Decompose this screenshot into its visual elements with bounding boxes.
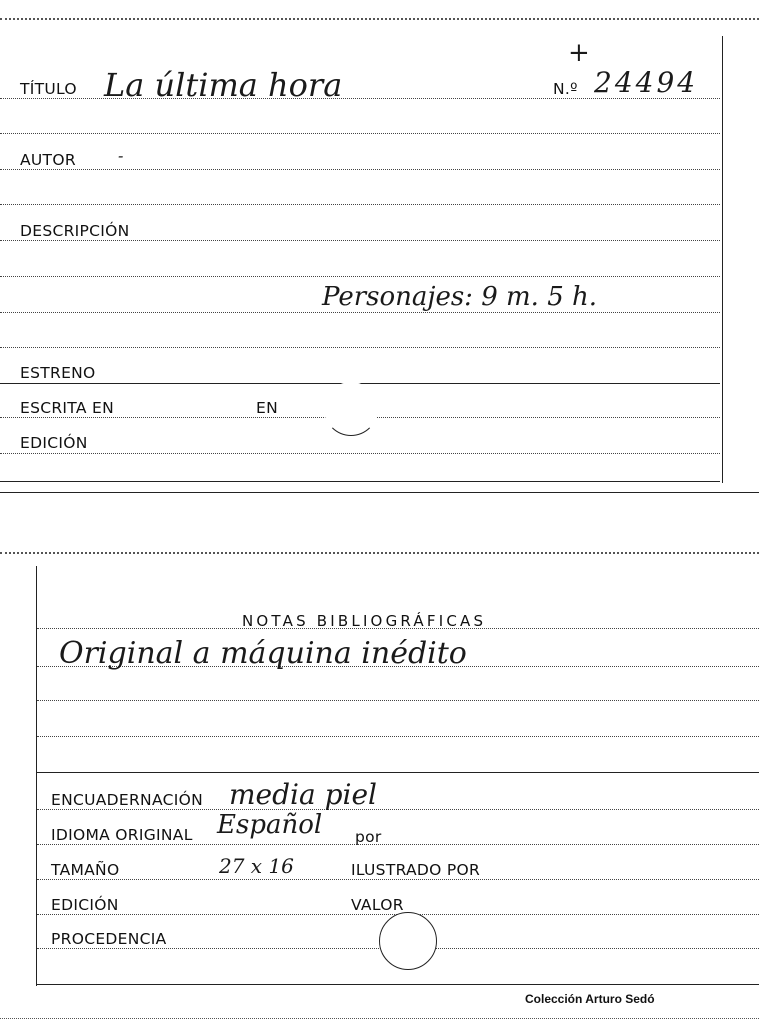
rule-encuadernacion [37, 809, 759, 810]
numero-label: N.º [553, 80, 578, 98]
idioma-value: Español [217, 810, 323, 840]
rule-bottom [0, 481, 720, 482]
idioma-label: IDIOMA ORIGINAL [51, 826, 193, 844]
autor-value: - [118, 146, 124, 165]
numero-value: 24494 [594, 66, 699, 99]
rule-notes-4 [37, 772, 759, 773]
descripcion-label: DESCRIPCIÓN [20, 222, 130, 240]
catalog-card-back [36, 566, 759, 1006]
autor-label: AUTOR [20, 151, 76, 169]
en-label: EN [256, 399, 278, 417]
notes-value: Original a máquina inédito [59, 636, 467, 671]
scan-noise-bottom [0, 1018, 759, 1019]
punch-hole-top [324, 382, 378, 436]
titulo-label: TÍTULO [20, 80, 77, 98]
titulo-value: La última hora [104, 66, 343, 104]
rule-notes-3 [37, 736, 759, 737]
escrita-label: ESCRITA EN [20, 399, 114, 417]
rule-notes-2 [37, 700, 759, 701]
ilustrado-label: ILUSTRADO POR [351, 861, 481, 879]
procedencia-label: PROCEDENCIA [51, 930, 167, 948]
por-label: por [355, 828, 382, 846]
scan-noise-middle [0, 552, 759, 554]
encuadernacion-value: media piel [229, 778, 377, 811]
valor-label: VALOR [351, 896, 404, 914]
rule-4 [0, 312, 720, 313]
edicion-label-top: EDICIÓN [20, 434, 88, 452]
collection-credit: Colección Arturo Sedó [525, 992, 655, 1006]
descripcion-value: Personajes: 9 m. 5 h. [322, 282, 598, 312]
rule-bottom-card [37, 984, 759, 985]
punch-hole-bottom [379, 912, 437, 970]
estreno-label: ESTRENO [20, 364, 96, 382]
rule-tamano [37, 879, 759, 880]
encuadernacion-label: ENCUADERNACIÓN [51, 791, 203, 809]
rule-idioma [37, 844, 759, 845]
rule-5 [0, 347, 720, 348]
tamano-value: 27 x 16 [219, 854, 294, 878]
rule-edicion-top [0, 453, 720, 454]
rule-3 [0, 276, 720, 277]
cross-mark: + [568, 38, 590, 68]
rule-descripcion [0, 240, 720, 241]
card-separator-line [0, 492, 759, 493]
edicion-label-bottom: EDICIÓN [51, 896, 119, 914]
notas-heading: NOTAS BIBLIOGRÁFICAS [242, 612, 487, 630]
rule-1 [0, 133, 720, 134]
rule-autor [0, 169, 720, 170]
catalog-card-front [0, 36, 723, 483]
rule-2 [0, 204, 720, 205]
tamano-label: TAMAÑO [51, 861, 120, 879]
scan-noise-top [0, 18, 759, 20]
